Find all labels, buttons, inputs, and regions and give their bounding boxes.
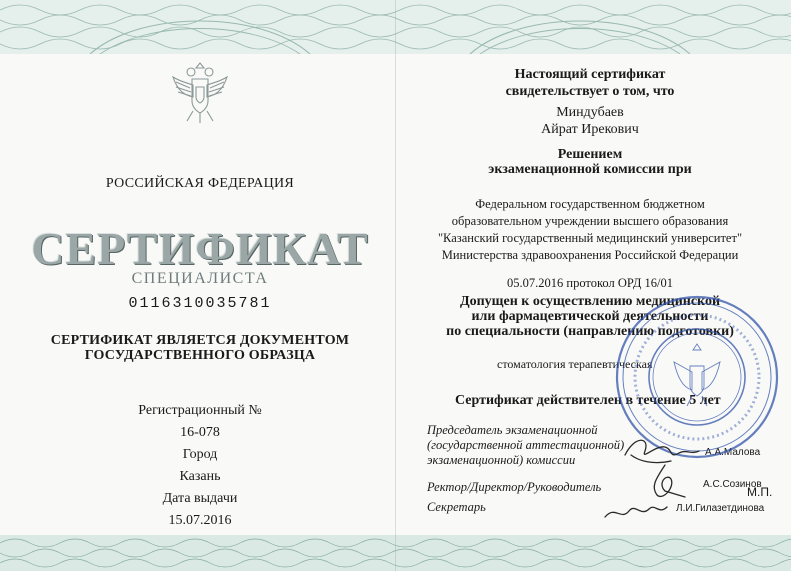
certificate-subtitle: СПЕЦИАЛИСТА bbox=[131, 270, 269, 287]
city-label: Город bbox=[182, 447, 218, 462]
admission-line-3: по специальности (направлению подготовки) bbox=[446, 324, 734, 339]
holder-surname: Миндубаев bbox=[556, 105, 624, 120]
rector-name: А.С.Созинов bbox=[703, 479, 762, 490]
organization-line-2: образовательном учреждении высшего образования bbox=[451, 214, 729, 228]
certificate-number: 0116310035781 bbox=[128, 295, 272, 312]
registration-value: 16-078 bbox=[180, 425, 220, 440]
page-fold bbox=[395, 0, 396, 571]
document-status-line-2: ГОСУДАРСТВЕННОГО ОБРАЗЦА bbox=[84, 348, 316, 363]
holder-name bbox=[400, 104, 780, 138]
document-status-line-1: СЕРТИФИКАТ ЯВЛЯЕТСЯ ДОКУМЕНТОМ bbox=[50, 333, 350, 348]
issue-date-value: 15.07.2016 bbox=[168, 513, 232, 528]
holder-given-names: Айрат Ирекович bbox=[541, 122, 639, 137]
admission-line-1: Допущен к осуществлению медицинской bbox=[459, 294, 721, 309]
heading-line-2: свидетельствует о том, что bbox=[505, 84, 675, 99]
document-status bbox=[30, 333, 370, 363]
russian-coat-of-arms-icon bbox=[163, 55, 237, 129]
heading-line-1: Настоящий сертификат bbox=[514, 67, 666, 82]
certificate-heading bbox=[400, 66, 780, 100]
protocol-line: 05.07.2016 протокол ОРД 16/01 bbox=[507, 276, 673, 290]
seal-place-mark: М.П. bbox=[747, 485, 773, 499]
chair-label-line-3: экзаменационной) комиссии bbox=[427, 453, 576, 467]
certificate-title: СЕРТИФИКАТ bbox=[31, 223, 369, 274]
decision-line-1: Решением bbox=[557, 147, 623, 162]
secretary-name: Л.И.Гилазетдинова bbox=[676, 503, 765, 514]
admission-line-2: или фармацевтической деятельности bbox=[471, 309, 709, 324]
decision-line-2: экзаменационной комиссии при bbox=[488, 162, 692, 177]
chair-label-line-1: Председатель экзаменационной bbox=[427, 423, 598, 437]
registration-label: Регистрационный № bbox=[138, 403, 262, 418]
specialty-value: стоматология терапевтическая bbox=[497, 357, 653, 371]
organization-line-3: "Казанский государственный медицинский университет" bbox=[437, 231, 743, 245]
organization-line-4: Министерства здравоохранения Российской Федерации bbox=[441, 248, 739, 262]
registration-block bbox=[100, 400, 300, 532]
validity-statement: Сертификат действителен в течение 5 лет bbox=[455, 393, 721, 408]
rector-label: Ректор/Директор/Руководитель bbox=[427, 480, 602, 494]
secretary-label: Секретарь bbox=[427, 500, 486, 514]
issue-date-label: Дата выдачи bbox=[162, 491, 238, 506]
signatures-icon bbox=[595, 425, 715, 530]
chair-label-line-2: (государственной аттестационной) bbox=[427, 438, 625, 452]
organization-block bbox=[400, 196, 780, 264]
decision-heading bbox=[400, 147, 780, 177]
city-value: Казань bbox=[179, 469, 221, 484]
chair-name: А.А.Малова bbox=[705, 447, 761, 458]
country-name: РОССИЙСКАЯ ФЕДЕРАЦИЯ bbox=[105, 176, 295, 191]
organization-line-1: Федеральном государственном бюджетном bbox=[475, 197, 705, 211]
